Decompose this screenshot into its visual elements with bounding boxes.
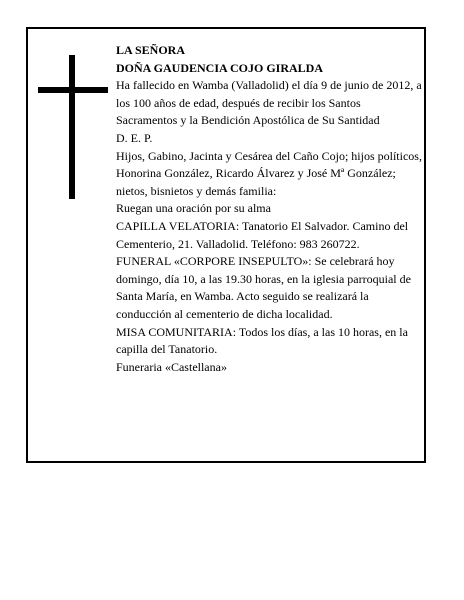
death-announcement: Ha fallecido en Wamba (Valladolid) el día 9 de junio de 2012, a los 100 años de edad, después de recibir los Santos Sacramentos y la Bendición Apostólica de Su Santidad [116, 78, 422, 128]
rip-line: D. E. P. [116, 130, 153, 145]
cross-icon [38, 55, 108, 199]
family-list: Hijos, Gabino, Jacinta y Cesárea del Caño Cojo; hijos políticos, Honorina González, Ricardo Álvarez y José Mª González; nietos, bisnietos y demás familia: [116, 148, 422, 198]
mass-info: MISA COMUNITARIA: Todos los días, a las 10 horas, en la capilla del Tanatorio. [116, 324, 408, 357]
obituary-notice [26, 27, 426, 463]
cross-vertical-bar [69, 55, 75, 199]
funeral-home: Funeraria «Castellana» [116, 359, 227, 374]
prayer-request: Ruegan una oración por su alma [116, 201, 271, 216]
funeral-info: FUNERAL «CORPORE INSEPULTO»: Se celebrará hoy domingo, día 10, a las 19.30 horas, en la iglesia parroquial de Santa María, en Wamba. Acto seguido se realizará la conducción al cementerio de dicha localidad. [116, 254, 411, 321]
wake-info: CAPILLA VELATORIA: Tanatorio El Salvador. Camino del Cementerio, 21. Valladolid. Teléfono: 983 260722. [116, 218, 409, 251]
deceased-name: DOÑA GAUDENCIA COJO GIRALDA [116, 60, 324, 75]
notice-text [116, 42, 424, 376]
cross-horizontal-bar [38, 87, 108, 93]
notice-title: LA SEÑORA [116, 43, 186, 57]
